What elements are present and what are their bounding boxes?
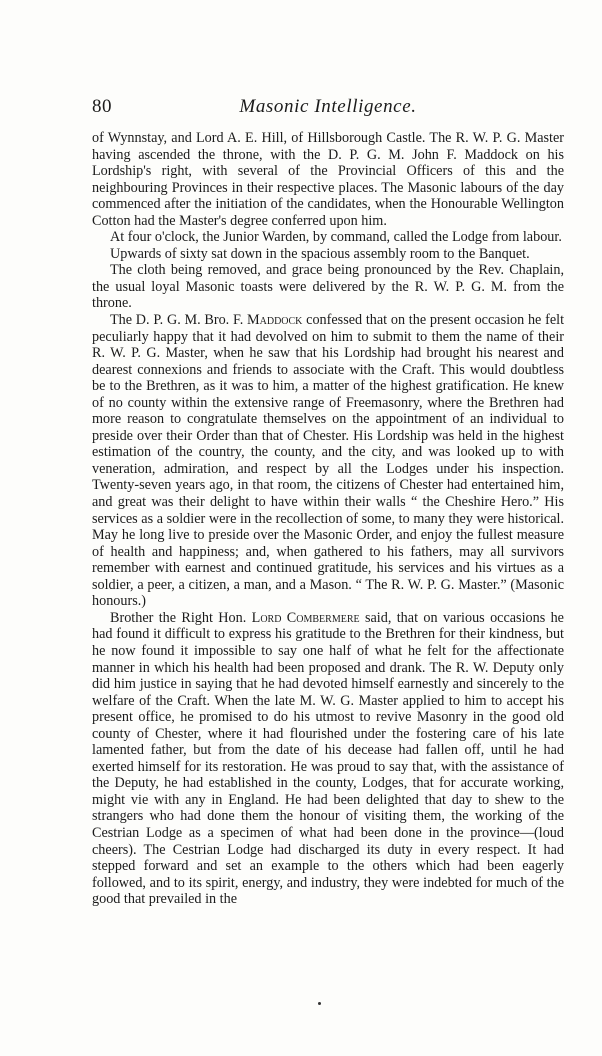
speech-intro: The D. P. G. M. Bro. F.: [110, 312, 248, 329]
speaker-name: Lord Combermere: [251, 609, 360, 626]
speech-intro: Brother the Right Hon.: [110, 609, 252, 626]
paragraph-combermere-speech: [92, 610, 564, 908]
speech-text: confessed that on the present occasion he felt peculiarly happy that it had devolved on him to submit to them the name of their R. W. P. G. Master, when he saw that his Lordship had brought his nearest and dearest connexions and friends to associate with the Craft. This would doubtless be to the Brethren, as it was to him, a matter of the highest gratification. He knew of no county within the extensive range of Freemasonry, where the Brethren had more reason to congratulate themselves on the appointment of an individual to preside over their Order than that of Chester. His Lordship was held in the highest estimation of the country, the county, and the city, and was looked up to with veneration, admiration, and respect by all the Lodges under his inspection. Twenty-seven years ago, in that room, the citizens of Chester had entertained him, and great was their delight to have within their walls “ the Cheshire Hero.” His services as a soldier were in the recollection of some, to many they were historical. May he long live to preside over the Masonic Order, and enjoy the fullest measure of health and happiness; and, when gathered to his fathers, may all survivors remember with earnest and continued gratitude, his services and his virtues as a soldier, a peer, a citizen, a man, and a Mason. “ The R. W. P. G. Master.” (Masonic honours.): [92, 312, 565, 610]
paragraph-labour: At four o'clock, the Junior Warden, by command, called the Lodge from labour.: [110, 229, 562, 246]
speaker-name: Maddock: [247, 312, 303, 329]
speech-text: said, that on various occasions he had found it difficult to express his gratitude to the Brethren for their kindness, but he now found it impossible to say one half of what he felt for the affectionate manner in which his health had been proposed and drank. The R. W. Deputy only did him justice in saying that he had devoted himself earnestly and sincerely to the welfare of the Craft. When the late M. W. G. Master applied to him to accept his present office, he promised to do his utmost to revive Masonry in the good old county of Chester, where it had flourished under the fostering care of his late lamented father, but from the date of his decease had fallen off, until he had exerted himself for its restoration. He was proud to say that, with the assistance of the Deputy, he had established in the county, Lodges, that for accurate working, might vie with any in England. He had been delighted that day to shew to the strangers who had done them the honour of visiting them, the working of the Cestrian Lodge as a specimen of what had been done in the province—(loud cheers). The Cestrian Lodge had discharged its duty in every respect. It had stepped forward and set an example to the others which had been eagerly followed, and to its spirit, energy, and industry, they were indebted for much of the good that prevailed in the: [92, 609, 564, 908]
paragraph-continuation: of Wynnstay, and Lord A. E. Hill, of Hillsborough Castle. The R. W. P. G. Master having ascended the throne, with the D. P. G. M. John F. Maddock on his Lordship's right, with several of the Provincial Officers of this and the neighbouring Provinces in their respective places. The Masonic labours of the day commenced after the initiation of the candidates, when the Honourable Wellington Cotton had the Master's degree conferred upon him.: [92, 130, 564, 229]
paragraph-maddock-speech: [92, 312, 564, 610]
running-title: Masonic Intelligence.: [239, 96, 417, 117]
page-header: [92, 96, 564, 120]
body-text: [92, 130, 564, 908]
page-mark: [318, 1002, 321, 1005]
page-number: 80: [92, 96, 112, 117]
paragraph-toasts: The cloth being removed, and grace being pronounced by the Rev. Chaplain, the usual loyal Masonic toasts were delivered by the R. W. P. G. M. from the throne.: [92, 262, 564, 312]
paragraph-banquet: Upwards of sixty sat down in the spacious assembly room to the Banquet.: [110, 245, 530, 262]
